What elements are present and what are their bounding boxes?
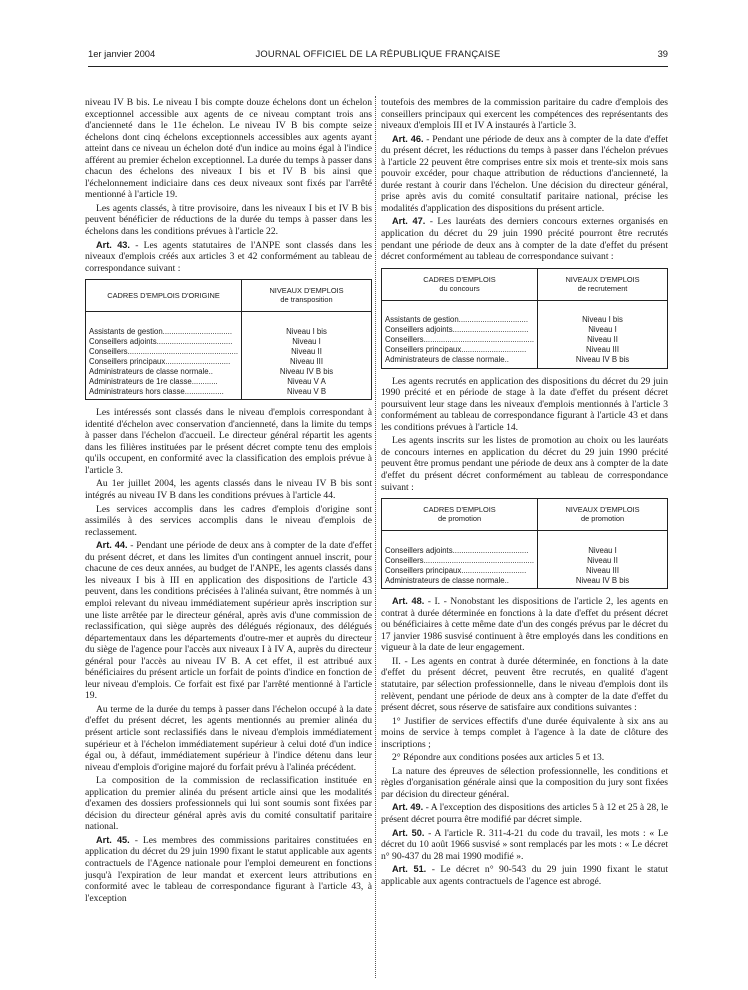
article-45: [85, 835, 372, 904]
paragraph: La composition de la commission de reclassification instituée en application du premier alinéa du présent article ainsi que les modalités d'examen des dossiers professionnels qui lui sont soumis sont fixées par décision du directeur général après avis du comité consultatif paritaire national.: [85, 775, 372, 833]
table-header: CADRES D'EMPLOIS D'ORIGINE: [86, 280, 242, 312]
table-header: CADRES D'EMPLOIS du concours: [382, 268, 538, 300]
table-row: Conseillers................................................... Niveau II: [86, 346, 372, 356]
table-row: Administrateurs de classe normale.. Niveau IV B bis: [382, 575, 668, 589]
right-column: [381, 97, 668, 889]
article-text: - Le décret n° 90-543 du 29 juin 1990 fixant le statut applicable aux agents contractuels de l'agence est abrogé.: [381, 864, 668, 887]
table-row: Conseillers adjoints................................... Niveau I: [382, 545, 668, 555]
article-text: - A l'article R. 311-4-21 du code du travail, les mots : « Le décret du 10 août 1966 susvisé » sont remplacés par les mots : « Le décret n° 90-437 du 28 mai 1990 modifié ».: [381, 827, 668, 862]
article-text: - Les membres des commissions paritaires constituées en application du décret du 29 juin 1990 fixant le statut applicable aux agents contractuels de l'Agence nationale pour l'emploi demeurent en fonctions jusqu'à l'expiration de leur mandat et exercent leurs attributions en conformité avec le tableau de correspondance figurant à l'article 43, à l'exception: [85, 834, 372, 904]
paragraph: Les services accomplis dans les cadres d'emplois d'origine sont assimilés à des services accomplis dans le niveau d'emplois de reclassement.: [85, 503, 372, 538]
table-row: Conseillers adjoints................................... Niveau I: [86, 336, 372, 346]
article-label: Art. 43.: [96, 239, 130, 250]
table-row: Conseillers principaux.............................. Niveau III: [86, 356, 372, 366]
article-label: Art. 48.: [392, 596, 425, 607]
table-row: Conseillers adjoints................................... Niveau I: [382, 325, 668, 335]
article-text: - A l'exception des dispositions des articles 5 à 12 et 25 à 28, le présent décret pourra être modifié par décret simple.: [381, 802, 668, 825]
left-column: [85, 97, 372, 906]
paragraph: Au 1er juillet 2004, les agents classés dans le niveau IV B bis sont intégrés au niveau IV B dans les conditions prévues à l'article 44.: [85, 478, 372, 502]
paragraph: Les intéressés sont classés dans le niveau d'emplois correspondant à identité d'échelon avec conservation d'ancienneté, dans la limite du temps à passer dans l'échelon d'accueil. Le directeur général répartit les agents dans les filières instituées par le présent décret compte tenu des emplois qu'ils occupent, en conformité avec la classification des emplois prévue à l'article 3.: [85, 407, 372, 476]
article-50: [381, 828, 668, 863]
article-text: - Les lauréats des derniers concours externes organisés en application du décret du 29 juin 1990 précité pourront être recrutés pendant une période de deux ans à compter de la date d'effet du présent décret conformément au tableau de correspondance suivant :: [381, 216, 668, 263]
paragraph: Les agents recrutés en application des dispositions du décret du 29 juin 1990 précité et en période de stage à la date d'effet du présent décret poursuivent leur stage dans les niveaux d'emplois mentionnés à l'article 3 conformément au tableau de correspondance figurant à l'article 43 et dans les conditions prévues à l'article 14.: [381, 375, 668, 433]
paragraph: 2° Répondre aux conditions posées aux articles 5 et 13.: [392, 752, 605, 764]
table-row: Conseillers................................................... Niveau II: [382, 555, 668, 565]
table-row: Administrateurs de classe normale.. Niveau IV B bis: [86, 366, 372, 376]
header-date: 1er janvier 2004: [88, 48, 156, 59]
header-rule: [88, 66, 668, 67]
article-label: Art. 46.: [392, 133, 424, 144]
table-row: Administrateurs de classe normale.. Niveau IV B bis: [382, 355, 668, 369]
table-row: Administrateurs de 1re classe............ Niveau V A: [86, 376, 372, 386]
correspondence-table-promotion: [381, 498, 668, 589]
article-label: Art. 45.: [96, 834, 130, 845]
article-48: [381, 596, 668, 654]
paragraph: Les agents classés, à titre provisoire, dans les niveaux I bis et IV B bis peuvent bénéficier de réductions de la durée du temps à passer dans les échelons dans les conditions prévues à l'article 22.: [85, 202, 372, 238]
paragraph: niveau IV B bis. Le niveau I bis compte douze échelons dont un échelon exceptionnel accessible aux agents de ce niveau comptant trois ans d'ancienneté dans le 11e échelon. Le niveau IV B bis compte seize échelons dont cinq échelons exceptionnels accessibles aux agents ayant atteint dans ce niveau un échelon doté d'un indice au moins égal à l'indice afférent au premier échelon exceptionnel. La durée du temps à passer dans chacun des échelons des niveaux I bis et IV B bis ainsi que l'échelonnement indiciaire dans ces deux niveaux sont fixés par l'arrêté mentionné à l'article 19.: [85, 97, 372, 201]
article-46: [381, 134, 668, 215]
table-header: NIVEAUX D'EMPLOIS de recrutement: [538, 268, 668, 300]
paragraph: 1° Justifier de services effectifs d'une durée équivalente à six ans au moins de service à temps complet à l'agence à la date de clôture des inscriptions ;: [381, 715, 668, 750]
paragraph: II. - Les agents en contrat à durée déterminée, en fonctions à la date d'effet du présent décret, peuvent être recrutés, en qualité d'agent statutaire, par sélection professionnelle, dans le niveau d'emplois dont ils relèvent, pendant une période de deux ans à compter de la date d'effet du présent décret, sous réserve de satisfaire aux conditions suivantes :: [381, 655, 668, 714]
table-header: NIVEAUX D'EMPLOIS de transposition: [242, 280, 372, 312]
paragraph: La nature des épreuves de sélection professionnelle, les conditions et règles d'organisation générale ainsi que la composition du jury sont fixées par décision du directeur général.: [381, 765, 668, 800]
journal-title: JOURNAL OFFICIEL DE LA RÉPUBLIQUE FRANÇAISE: [255, 48, 501, 59]
correspondence-table-origine: [85, 279, 372, 400]
table-row: Assistants de gestion................................ Niveau I bis: [86, 326, 372, 336]
page-number: 39: [657, 48, 668, 59]
article-51: [381, 864, 668, 887]
paragraph: Les agents inscrits sur les listes de promotion au choix ou les lauréats de concours internes en application du décret du 29 juin 1990 précité peuvent être promus pendant une période de deux ans à compter de la date d'effet du présent décret conformément au tableau de correspondance suivant :: [381, 435, 668, 493]
article-43: [85, 240, 372, 275]
article-label: Art. 50.: [392, 827, 425, 838]
table-row: Administrateurs hors classe.................. Niveau V B: [86, 386, 372, 400]
article-label: Art. 49.: [392, 802, 424, 813]
paragraph: toutefois des membres de la commission paritaire du cadre d'emplois des conseillers principaux qui exercent les compétences des représentants des niveaux d'emplois III et IV A instaurés à l'article 3.: [381, 97, 668, 132]
table-row: Assistants de gestion................................ Niveau I bis: [382, 315, 668, 325]
correspondence-table-concours: [381, 268, 668, 369]
article-47: [381, 216, 668, 262]
table-row: Conseillers principaux.............................. Niveau III: [382, 345, 668, 355]
article-label: Art. 51.: [392, 864, 427, 875]
article-49: [381, 802, 668, 825]
table-row: Conseillers principaux.............................. Niveau III: [382, 565, 668, 575]
page-header: [88, 48, 668, 64]
article-text: - Pendant une période de deux ans à compter de la date d'effet du présent décret, les réductions du temps à passer dans l'échelon prévues à l'article 22 peuvent être comprises entre six mois et trente-six mois sans pouvoir excéder, pour chaque attribution de réductions d'ancienneté, la durée restant à courir dans l'échelon. Une décision du directeur général, prise après avis du comité consultatif paritaire national, précise les modalités d'application des dispositions du présent article.: [381, 133, 668, 214]
article-text: - Pendant une période de deux ans à compter de la date d'effet du présent décret, et dans les limites d'un contingent annuel inscrit, pour chacune de ces deux années, au budget de l'ANPE, les agents classés dans les niveaux I bis à III en application des dispositions de l'article 43 peuvent, dans les conditions précisées à l'alinéa suivant, être nommés à un emploi relevant du niveau immédiatement supérieur après inscription sur une liste arrêtée par le directeur général, après avis d'une commission de reclassification, qui siège auprès des délégués régionaux, des délégués départementaux dans les départements d'outre-mer et auprès du directeur du siège de l'agence pour l'accès aux niveaux I à IV A, auprès du directeur général pour l'accès au niveau IV B. A cet effet, il est attribué aux bénéficiaires du présent article un forfait de points d'indice en fonction de leur niveau d'emplois. Ce forfait est fixé par l'arrêté mentionné à l'article 19.: [85, 540, 372, 702]
article-44: [85, 540, 372, 702]
article-text: - Les agents statutaires de l'ANPE sont classés dans les niveaux d'emplois créés aux articles 3 et 42 conformément au tableau de correspondance suivant :: [85, 239, 372, 274]
table-row: Conseillers................................................... Niveau II: [382, 335, 668, 345]
table-header: CADRES D'EMPLOIS de promotion: [382, 499, 538, 531]
article-text: - I. - Nonobstant les dispositions de l'article 2, les agents en contrat à durée déterminée en fonctions à la date d'effet du présent décret ou bénéficiaires à cette même date d'un des congés prévus par le décret du 17 janvier 1986 susvisé continuent à être employés dans les conditions en vigueur à la date de leur engagement.: [381, 596, 668, 654]
column-separator: [375, 96, 376, 978]
table-header: NIVEAUX D'EMPLOIS de promotion: [538, 499, 668, 531]
article-label: Art. 44.: [96, 540, 128, 551]
article-label: Art. 47.: [392, 216, 426, 227]
paragraph: Au terme de la durée du temps à passer dans l'échelon occupé à la date d'effet du présent décret, les agents mentionnés au premier alinéa du présent article sont reclassifiés dans le niveau d'emplois immédiatement supérieur et à l'échelon immédiatement supérieur à celui doté d'un indice égal ou, à défaut, immédiatement supérieur à l'indice détenu dans leur niveau d'emplois d'origine majoré du forfait prévu à l'alinéa précédent.: [85, 703, 372, 773]
